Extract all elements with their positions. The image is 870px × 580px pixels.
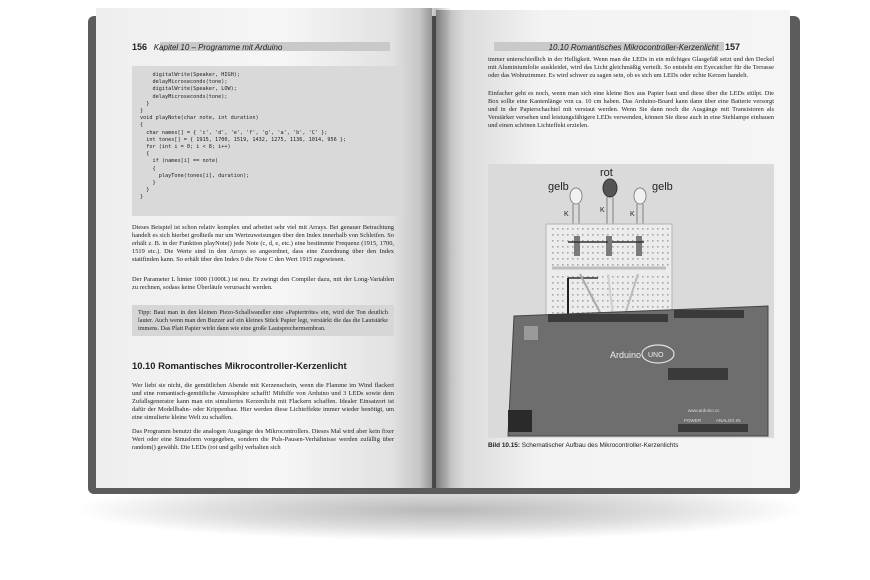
code-line: }	[140, 180, 156, 187]
code-line: delayMicroseconds(tone);	[140, 93, 228, 100]
code-line: digitalWrite(Speaker, HIGH);	[140, 72, 240, 78]
code-line: if (names[i] == note)	[140, 158, 219, 165]
k-label: K	[564, 211, 569, 218]
k-label: K	[600, 207, 605, 214]
section-heading: 10.10 Romantisches Mikrocontroller-Kerzenlicht	[132, 360, 347, 371]
code-line: int tones[] = { 1915, 1700, 1519, 1432, 1275, 1136, 1014, 956 };	[140, 136, 347, 143]
code-line: char names[] = { 'c', 'd', 'e', 'f', 'g', 'a', 'b', 'C' };	[140, 129, 328, 136]
board-name: Arduino	[610, 350, 642, 360]
caption-text: Schematischer Aufbau des Mikrocontroller-Kerzenlichts	[521, 442, 679, 449]
code-line: playTone(tones[i], duration);	[140, 172, 250, 179]
code-line: {	[140, 165, 156, 172]
paragraph: immer unterschiedlich in der Helligkeit. Wenn man die LEDs in ein milchiges Glasgefäß setzt und den Deckel mit Aluminiumfolie auskleidet, wird das Licht gleichmäßig verteilt. So entsteht ein Eyecatcher für die Terrasse oder das Wohnzimmer. Es wird schwer zu sagen sein, ob es sich um LEDs oder echte Kerzen handelt.	[488, 56, 774, 80]
board-url: www.arduino.cc	[688, 408, 720, 413]
chapter-title: Kapitel 10 – Programme mit Arduino	[153, 43, 283, 52]
code-block	[132, 66, 402, 216]
code-line: {	[140, 151, 150, 158]
paragraph: Das Programm benutzt die analogen Ausgänge des Mikrocontrollers. Dieses Mal wird aber kein fixer Wert oder eine Sinusform vorgegeben, sondern die Puls-Pausen-Verhältnisse werden zufällig über random() gewählt. Die LEDs (rot und gelb) verhalten sich	[132, 428, 394, 452]
paragraph: Der Parameter L hinter 1000 (1000L) ist neu. Er zwingt den Compiler dazu, mit der Long-Variablen zu rechnen, sodass keine Überläufe verursacht werden.	[132, 276, 394, 292]
tip-box: Tipp: Baut man in den kleinen Piezo-Schallwandler eine »Papiertröte« ein, wird der Ton deutlich lauter. Auch wenn man den Buzzer auf ein kleines Stück Papier legt, verstärkt die das die Lautstärke immens. Das Platt Papier wirkt dann wie eine große Lautsprechermembran.	[132, 305, 394, 336]
code-line: digitalWrite(Speaker, LOW);	[140, 86, 237, 93]
paragraph: Wer liebt sie nicht, die gemütlichen Abende mit Kerzenschein, wenn die Flamme im Wind flackert und eine romantisch-gemütliche Atmosphäre schafft! Mithilfe von Arduino und 3 LEDs sowie dem Zufallsgenerator kann man ein simuliertes Kerzenlicht mit Flackern schaffen. Idealer Einsatzort ist dafür der Modellbahn- oder Krippenbau. Hier werden diese Lichteffekte immer wieder benötigt, um eine simulierte kleine Welt zu schaffen.	[132, 382, 394, 422]
spine-shadow	[420, 8, 452, 488]
section-title: 10.10 Romantisches Mikrocontroller-Kerzenlicht	[548, 43, 719, 52]
code-line: }	[140, 108, 144, 115]
paragraph: Dieses Beispiel ist schon relativ komplex und arbeitet sehr viel mit Arrays. Bei genauer Betrachtung handelt es sich hierbei großteils nur um Wertzuweisungen über den Index innerhalb von Schleifen. So erhält z. B. in der Funktion playNote() jede Note (c, d, e, etc.) eine bestimmte Frequenz (1915, 1700, 1519 etc.). Die Werte sind in den Arrays so angeordnet, dass eine Zuordnung über den Index stattfinden kann. So erhält über den Index 0 die Note C den Wert 1915 zugewiesen.	[132, 224, 394, 264]
arduino-board	[508, 306, 768, 436]
left-page	[96, 8, 432, 488]
wiring-diagram	[488, 164, 774, 438]
code-line: }	[140, 194, 144, 201]
arduino-figure	[488, 164, 774, 438]
code-line: void playNote(char note, int duration)	[140, 115, 259, 122]
page-number: 157	[724, 42, 740, 52]
code-line: }	[140, 187, 150, 194]
led-label-center: rot	[600, 167, 613, 179]
code-line: for (int i = 0; i < 8; i++)	[140, 144, 231, 151]
page-number: 156	[132, 42, 148, 52]
board-model: UNO	[648, 352, 664, 359]
led-label-left: gelb	[548, 181, 569, 193]
breadboard	[546, 224, 672, 316]
figure-caption	[488, 442, 774, 449]
power-label: POWER	[684, 418, 702, 423]
right-page	[436, 10, 790, 488]
code-line: }	[140, 100, 150, 107]
caption-number: Bild 10.15:	[488, 442, 520, 449]
k-label: K	[630, 211, 635, 218]
code-line: {	[140, 122, 144, 129]
analog-label: ANALOG IN	[716, 418, 741, 423]
led-label-right: gelb	[652, 181, 673, 193]
code-line: delayMicroseconds(tone);	[140, 79, 228, 86]
page-header-left	[132, 42, 282, 52]
paragraph: Einfacher geht es noch, wenn man sich eine kleine Box aus Papier baut und diese über die LEDs stülpt. Die Box sollte eine Kantenlänge von ca. 10 cm haben. Das Arduino-Board kann dann über eine Batterie versorgt und in der Papierschachtel mit verstaut werden. Wenn Sie dann noch die Ausgänge mit Transistoren als Verstärker versehen und leistungsfähigere LEDs verwenden, können Sie diese auch in eine Stehlampe einbauen und einen schönen Lichteffekt erzielen.	[488, 90, 774, 130]
page-header-right	[549, 42, 740, 52]
